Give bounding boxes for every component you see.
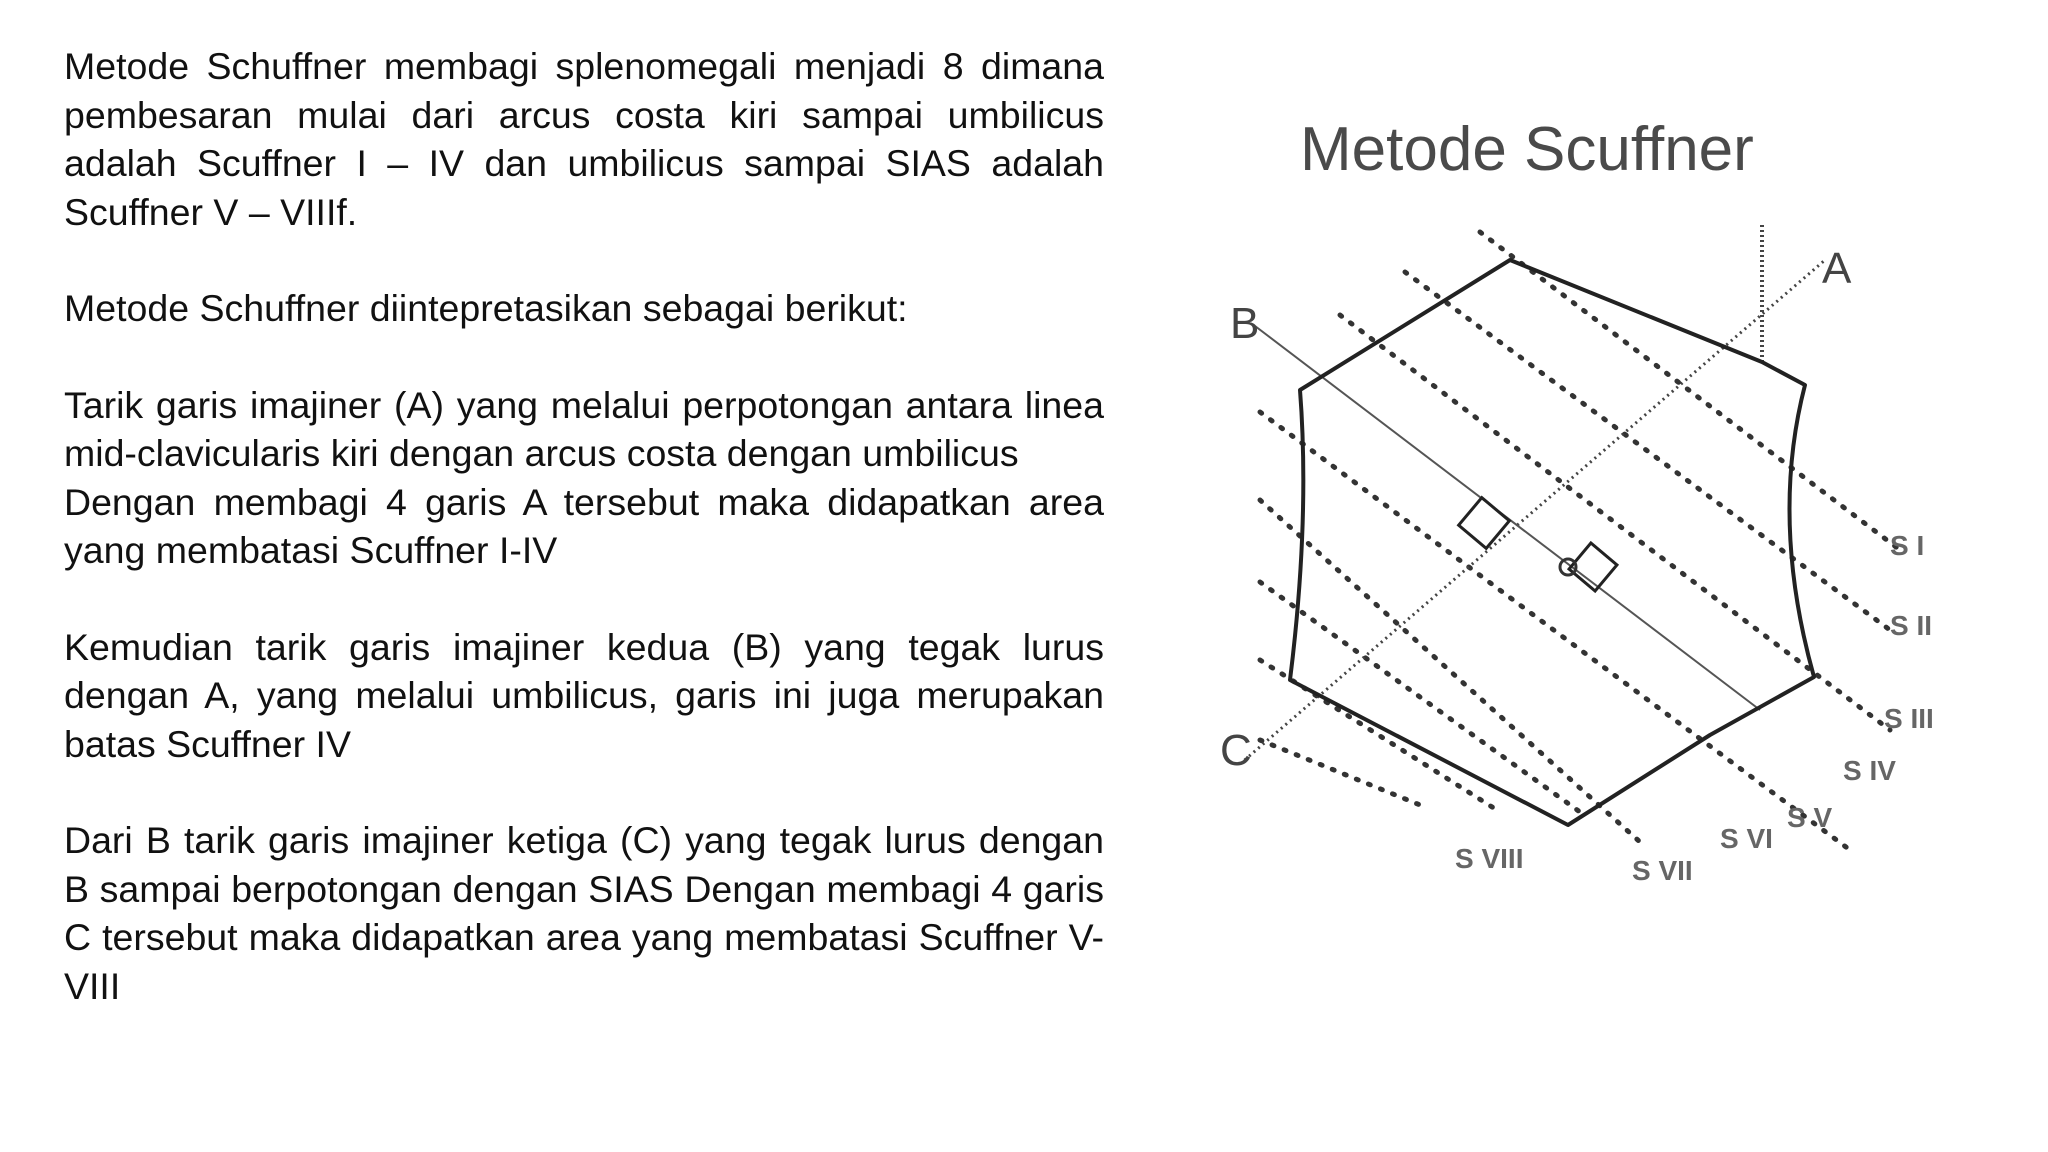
paragraph-interpretation-heading: Metode Schuffner diintepretasikan sebagai berikut: [64,287,908,329]
line-b-label: B [1230,299,1260,348]
zone-label-s6: S VI [1720,823,1773,854]
zone-label-s4: S IV [1843,755,1896,786]
schuffner-diagram-svg [1200,100,1980,920]
zone-label-s1: S I [1890,530,1925,561]
line-a-label: A [1822,244,1852,293]
zone-label-s7: S VII [1632,855,1693,886]
zone-label-s8: S VIII [1455,843,1524,874]
zone-label-s2: S II [1890,610,1933,641]
paragraph-line-b: Kemudian tarik garis imajiner kedua (B) yang tegak lurus dengan A, yang melalui umbilicus, garis ini juga merupakan batas Scuffner IV [64,625,1104,765]
right-angle-marker-left [1459,498,1510,549]
diagram-title: Metode Scuffner [1300,115,1754,184]
schuffner-diagram [1200,100,1980,920]
zone-line-8 [1260,740,1420,805]
paragraph-line-c: Dari B tarik garis imajiner ketiga (C) yang tegak lurus dengan B sampai berpotongan dengan SIAS Dengan membagi 4 garis C tersebut maka didapatkan area yang membatasi Scuffner V-VIII [64,819,1104,1007]
paragraph-intro: Metode Schuffner membagi splenomegali menjadi 8 dimana pembesaran mulai dari arcus costa kiri sampai umbilicus adalah Scuffner I – IV dan umbilicus sampai SIAS adalah Scuffner V – VIIIf. [64,45,1104,233]
text-column [64,42,1104,1010]
abdomen-outline [1290,260,1814,825]
zone-line-4 [1260,412,1850,850]
zone-dividing-lines [1260,232,1900,850]
line-a-instruction: Tarik garis imajiner (A) yang melalui perpotongan antara linea mid-clavicularis kiri dengan arcus costa dengan umbilicus [64,383,1104,474]
paragraph-line-a [64,381,1104,575]
line-a-division: Dengan membagi 4 garis A tersebut maka didapatkan area yang membatasi Scuffner I-IV [64,480,1104,571]
zone-label-s5: S V [1787,802,1833,833]
zone-line-3 [1340,315,1890,730]
line-c-label: C [1220,726,1252,775]
zone-label-s3: S III [1884,703,1934,734]
line-a [1240,260,1825,764]
umbilicus-marker [1560,559,1576,575]
